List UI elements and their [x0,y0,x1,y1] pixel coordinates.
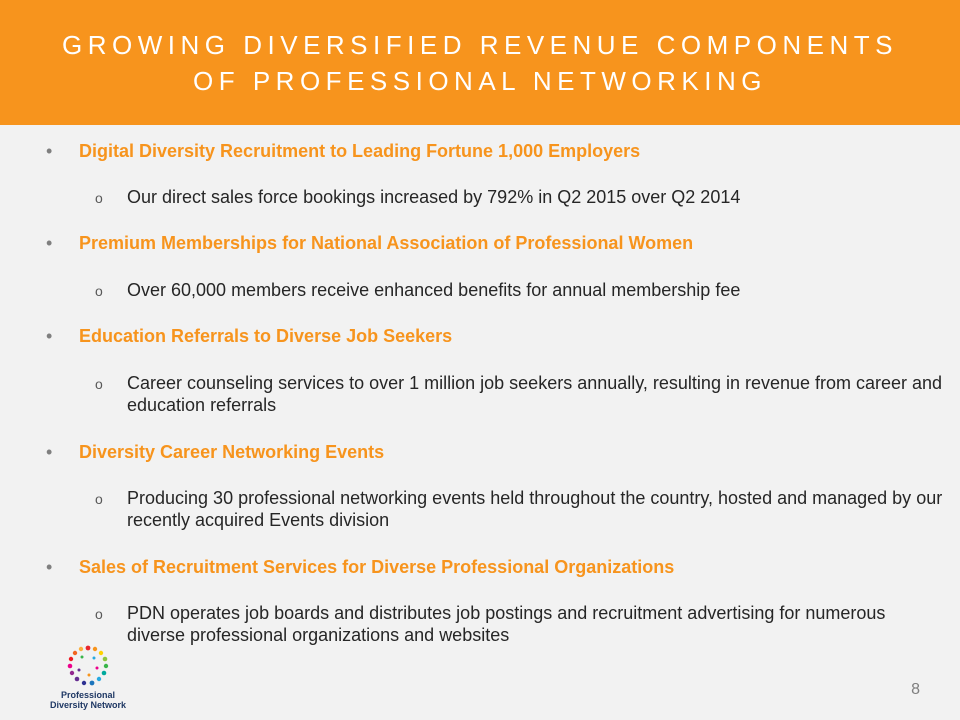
sub-bullet-marker: o [95,606,103,622]
bullet-heading: Diversity Career Networking Events [79,442,385,462]
bullet-heading: Education Referrals to Diverse Job Seekers [79,326,453,346]
sub-bullet-marker: o [95,491,103,507]
bullet-marker: • [46,233,53,253]
sub-bullet-text: PDN operates job boards and distributes job postings and recruitment advertising for numerous diverse professional organizations and websites [127,603,886,645]
sub-bullet-text: Over 60,000 members receive enhanced benefits for annual membership fee [127,280,741,300]
bullet-marker: • [46,557,53,577]
sub-bullet-marker: o [95,283,103,299]
logo-wordmark [48,690,128,710]
sub-bullet-marker: o [95,190,103,206]
bullet-heading: Digital Diversity Recruitment to Leading Fortune 1,000 Employers [79,141,641,161]
sub-bullet-text: Career counseling services to over 1 million job seekers annually, resulting in revenue from career and education referrals [127,373,943,415]
company-logo [48,644,128,714]
page-number: 8 [911,681,920,698]
slide-title-line-2: OF PROFESSIONAL NETWORKING [193,65,767,96]
bullet-heading: Sales of Recruitment Services for Diverse Professional Organizations [79,557,675,577]
sub-bullet-marker: o [95,376,103,392]
sub-bullet-text: Producing 30 professional networking events held throughout the country, hosted and managed by our recently acquired Events division [127,488,943,530]
logo-line-2: Diversity Network [49,700,127,710]
dot-ring-logo-icon [60,644,116,688]
slide-title-line-1: GROWING DIVERSIFIED REVENUE COMPONENTS [62,29,898,60]
bullet-marker: • [46,326,53,346]
sub-bullet-text: Our direct sales force bookings increased by 792% in Q2 2015 over Q2 2014 [127,187,741,207]
bullet-marker: • [46,442,53,462]
logo-line-1: Professional [60,690,116,700]
bullet-marker: • [46,141,53,161]
bullet-heading: Premium Memberships for National Association of Professional Women [79,233,694,253]
